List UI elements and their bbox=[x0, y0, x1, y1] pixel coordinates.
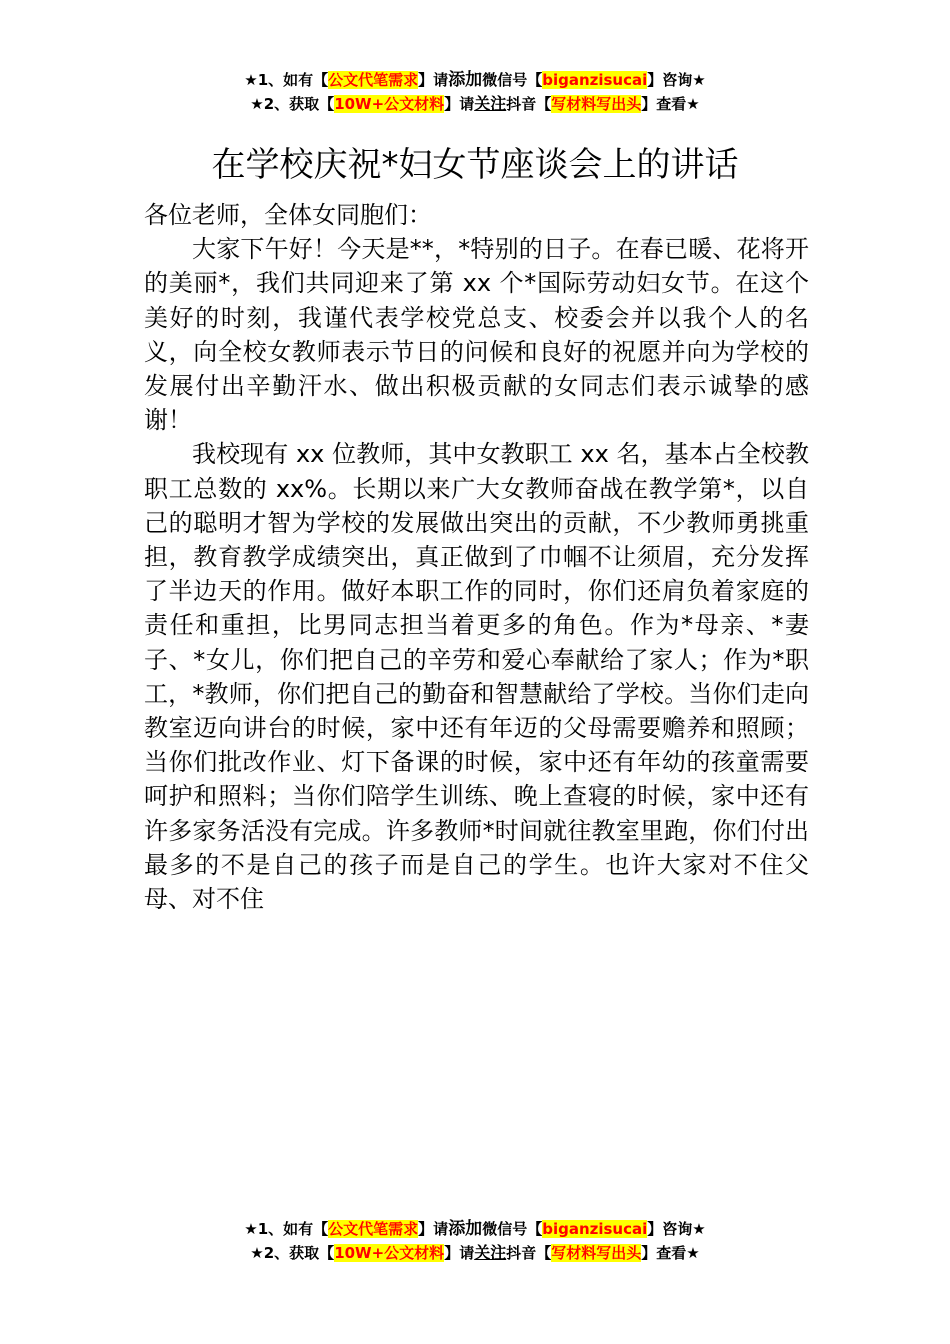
banner-text: ★1、如有【 bbox=[244, 1220, 329, 1238]
banner-douyin-id: 写材料写出头 bbox=[551, 95, 642, 113]
banner-text: 】请 bbox=[444, 1244, 475, 1262]
document-title: 在学校庆祝*妇女节座谈会上的讲话 bbox=[211, 145, 739, 185]
banner-line-2 bbox=[0, 1241, 950, 1265]
document-body bbox=[144, 198, 809, 916]
body-paragraph: 我校现有 xx 位教师，其中女教职工 xx 名，基本占全校教职工总数的 xx%。长期以来广大女教师奋战在教学第*，以自己的聪明才智为学校的发展做出突出的贡献，不少教师勇挑重担，教育教学成绩突出，真正做到了巾帼不让须眉，充分发挥了半边天的作用。做好本职工作的同时，你们还肩负着家庭的责任和重担，比男同志担当着更多的角色。作为*母亲、*妻子、*女儿，你们把自己的辛劳和爱心奉献给了家人；作为*职工，*教师，你们把自己的勤奋和智慧献给了学校。当你们走向教室迈向讲台的时候，家中还有年迈的父母需要赡养和照顾；当你们批改作业、灯下备课的时候，家中还有年幼的孩童需要呵护和照料；当你们陪学生训练、晚上查寝的时候，家中还有许多家务活没有完成。许多教师*时间就往教室里跑，你们付出最多的不是自己的孩子而是自己的学生。也许大家对不住父母、对不住 bbox=[144, 440, 809, 914]
banner-text: 关注 bbox=[474, 1243, 507, 1262]
banner-line-1 bbox=[0, 68, 950, 92]
footer-banner bbox=[0, 1217, 950, 1265]
banner-text: 】咨询★ bbox=[647, 71, 706, 89]
banner-wechat-id: biganzisucai bbox=[542, 71, 648, 89]
banner-text: 】查看★ bbox=[641, 95, 700, 113]
banner-highlight: 10W+公文材料 bbox=[334, 95, 445, 113]
banner-highlight: 公文代笔需求 bbox=[328, 1220, 419, 1238]
banner-line-1 bbox=[0, 1217, 950, 1241]
banner-text: ★2、获取【 bbox=[250, 1244, 335, 1262]
banner-text: 关注 bbox=[474, 94, 507, 113]
banner-highlight: 公文代笔需求 bbox=[328, 71, 419, 89]
banner-text: 抖音【 bbox=[506, 95, 552, 113]
banner-text: 】查看★ bbox=[641, 1244, 700, 1262]
banner-highlight: 10W+公文材料 bbox=[334, 1244, 445, 1262]
banner-text: 】咨询★ bbox=[647, 1220, 706, 1238]
banner-douyin-id: 写材料写出头 bbox=[551, 1244, 642, 1262]
body-paragraph: 大家下午好！今天是**，*特别的日子。在春已暖、花将开的美丽*，我们共同迎来了第 xx 个*国际劳动妇女节。在这个美好的时刻，我谨代表学校党总支、校委会并以我个人的名义，向全校女教师表示节日的问候和良好的祝愿并向为学校的发展付出辛勤汗水、做出积极贡献的女同志们表示诚挚的感谢！ bbox=[144, 235, 809, 435]
header-banner bbox=[0, 68, 950, 116]
banner-text: 微信号【 bbox=[482, 1220, 543, 1238]
banner-wechat-id: biganzisucai bbox=[542, 1220, 648, 1238]
banner-text: ★2、获取【 bbox=[250, 95, 335, 113]
banner-text: 】请 bbox=[444, 95, 475, 113]
salutation: 各位老师，全体女同胞们： bbox=[144, 201, 432, 229]
banner-text: 】请 bbox=[418, 71, 449, 89]
banner-text: 】请 bbox=[418, 1220, 449, 1238]
banner-text: ★1、如有【 bbox=[244, 71, 329, 89]
banner-text: 抖音【 bbox=[506, 1244, 552, 1262]
banner-text: 添加 bbox=[448, 70, 483, 90]
banner-text: 微信号【 bbox=[482, 71, 543, 89]
banner-line-2 bbox=[0, 92, 950, 116]
banner-text: 添加 bbox=[448, 1219, 483, 1239]
